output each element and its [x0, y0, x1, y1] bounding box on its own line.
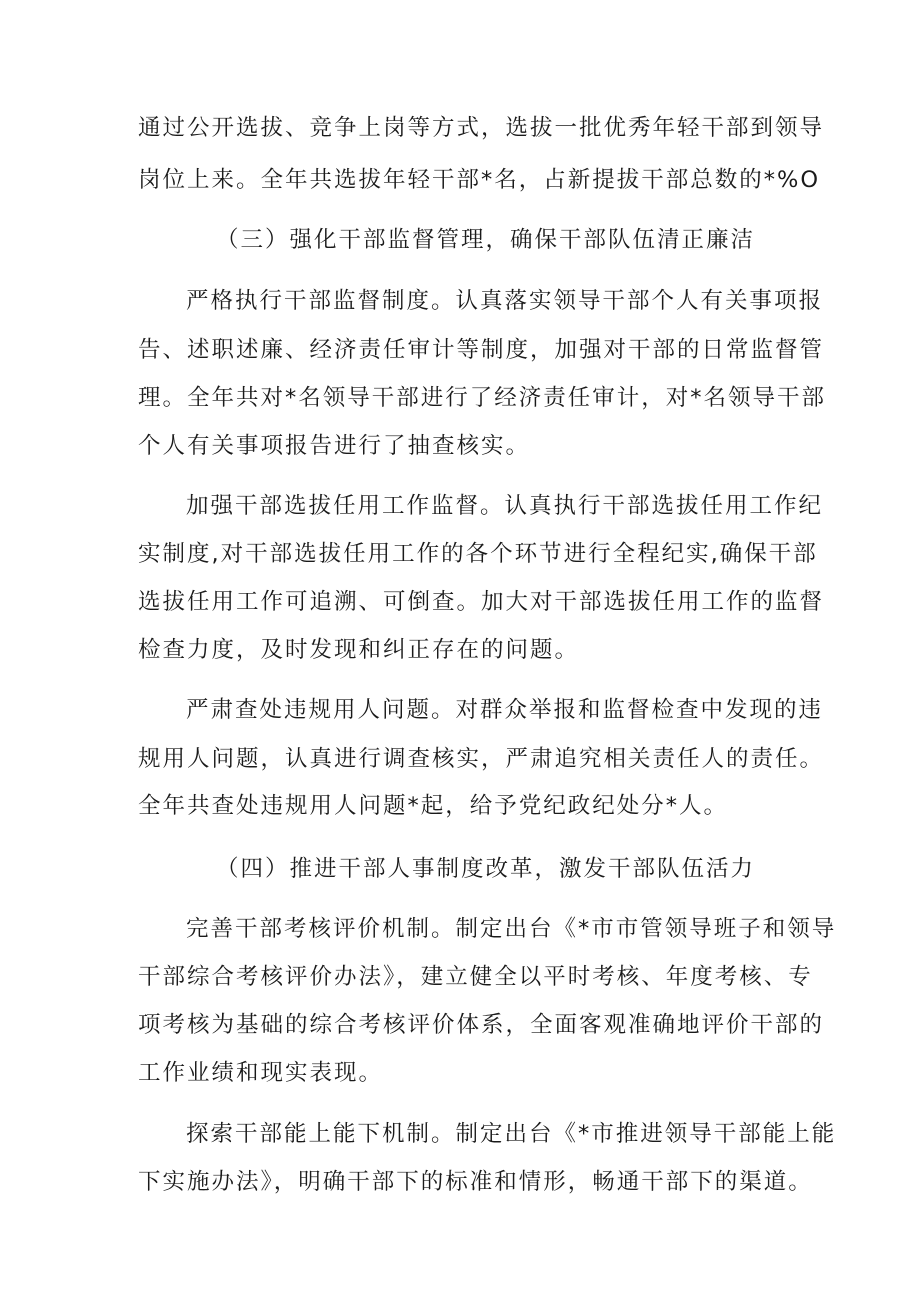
paragraph-line: 全年共查处违规用人问题*起，给予党纪政纪处分*人。 — [138, 793, 729, 819]
paragraph-line: 告、述职述廉、经济责任审计等制度，加强对干部的日常监督管 — [138, 337, 825, 363]
paragraph-line: 实制度,对干部选拔任用工作的各个环节进行全程纪实,确保干部 — [138, 541, 818, 567]
section-heading: （四）推进干部人事制度改革，激发干部队伍活力 — [216, 856, 756, 882]
paragraph-line: 检查力度，及时发现和纠正存在的问题。 — [138, 637, 580, 663]
paragraph-line: 干部综合考核评价办法》，建立健全以平时考核、年度考核、专 — [138, 964, 813, 990]
paragraph-line: 理。全年共对*名领导干部进行了经济责任审计，对*名领导干部 — [138, 385, 827, 411]
paragraph-line: 加强干部选拔任用工作监督。认真执行干部选拔任用工作纪 — [186, 493, 824, 519]
paragraph-line: 规用人问题，认真进行调查核实，严肃追究相关责任人的责任。 — [138, 746, 825, 772]
paragraph-line: 通过公开选拔、竞争上岗等方式，选拔一批优秀年轻干部到领导 — [138, 115, 825, 141]
paragraph-line: 工作业绩和现实表现。 — [138, 1060, 384, 1086]
paragraph-line: 下实施办法》，明确干部下的标准和情形，畅通干部下的渠道。 — [138, 1169, 813, 1195]
paragraph-line: 岗位上来。全年共选拔年轻干部*名，占新提拔干部总数的*%O — [138, 167, 821, 193]
paragraph-line: 项考核为基础的综合考核评价体系，全面客观准确地评价干部的 — [138, 1012, 825, 1038]
paragraph-line: 选拔任用工作可追溯、可倒查。加大对干部选拔任用工作的监督 — [138, 589, 825, 615]
paragraph-line: 个人有关事项报告进行了抽查核实。 — [138, 433, 531, 459]
paragraph-line: 探索干部能上能下机制。制定出台《*市推进领导干部能上能 — [186, 1121, 837, 1147]
section-heading: （三）强化干部监督管理，确保干部队伍清正廉洁 — [216, 227, 756, 253]
paragraph-line: 严格执行干部监督制度。认真落实领导干部个人有关事项报 — [186, 288, 824, 314]
paragraph-line: 严肃查处违规用人问题。对群众举报和监督检查中发现的违 — [186, 697, 824, 723]
paragraph-line: 完善干部考核评价机制。制定出台《*市市管领导班子和领导 — [186, 916, 837, 942]
